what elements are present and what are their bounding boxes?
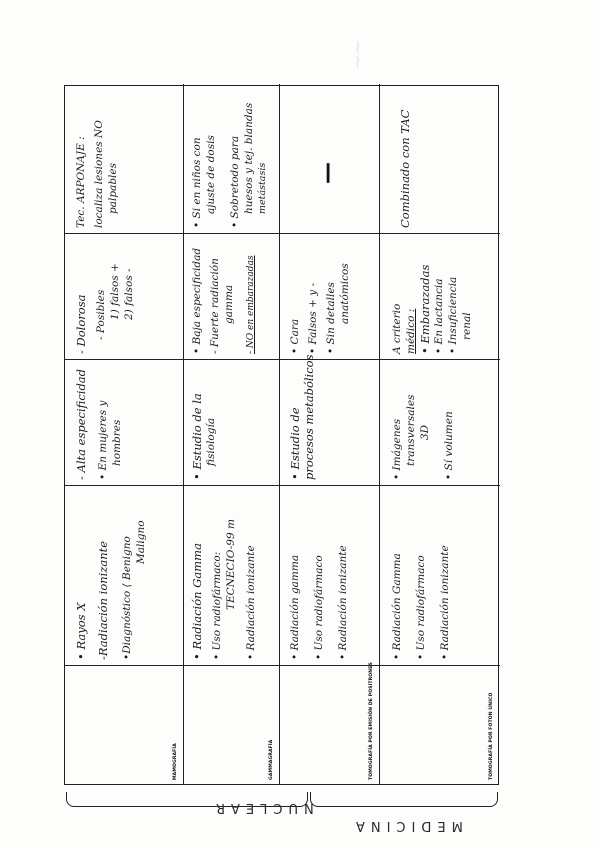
cell-aplicacion-mamografia: - Alta especificidad • En mujeres y hombres [74, 368, 123, 480]
cell-observaciones-pet: — [315, 162, 340, 184]
row-label-mamografia: MAMOGRAFÍA [173, 743, 178, 780]
row-divider [183, 84, 184, 784]
row-label-pet: TOMOGRAFÍA POR EMISIÓN DE POSITRONES [369, 662, 374, 780]
cell-desventajas-spect: A criterio médico : • Embarazadas • En lactancia • Insuficiencia renal [391, 264, 473, 354]
cell-desventajas-pet: • Cara • Falsos + y - • Sin detalles anatómicos [289, 263, 351, 354]
cell-aplicacion-pet: • Estudio de procesos metabólicos [288, 354, 316, 480]
cell-aplicacion-gammagrafia: • Estudio de la fisiología [190, 393, 217, 480]
brace-medicina [310, 792, 498, 807]
cell-desventajas-gammagrafia: • Baja especificidad - Fuerte radiación gamma - NO en embarazadas [191, 247, 256, 354]
scan-smudge: ~~ [347, 39, 369, 70]
cell-tecnica-pet: • Radiación gamma • Uso radiofármaco • Radiación ionizante [289, 545, 349, 660]
row-label-gammagrafia: GAMMAGRAFÍA [269, 739, 274, 780]
margin-word-nuclear: NUCLEAR [210, 800, 314, 815]
cell-observaciones-spect: Combinado con TAC [398, 109, 412, 228]
cell-observaciones-gammagrafia: • Si en niños con ajuste de dosis • Sobretodo para huesos y tej. blandas metástasis [191, 102, 268, 228]
row-divider [379, 84, 380, 784]
cell-desventajas-mamografia: - Dolorosa - Posibles 1) falsos + 2) falsos - [74, 263, 135, 354]
row-divider [279, 84, 280, 784]
row-label-spect: TOMOGRAFÍA POR FOTÓN ÚNICO [489, 692, 494, 780]
cell-tecnica-gammagrafia: • Radiación Gamma • Uso radiofármaco: TECNECIO-99 m • Radiación ionizante [190, 519, 257, 660]
cell-tecnica-spect: • Radiación Gamma • Uso radiofármaco • Radiación ionizante [391, 545, 451, 660]
col-divider [65, 665, 500, 666]
margin-word-medicina: MEDICINA [350, 818, 463, 833]
cell-observaciones-mamografia: Tec. ARPONAJE : localiza lesiones NO palpables [75, 120, 119, 228]
rotated-table-area [64, 85, 499, 785]
comparison-table [64, 85, 499, 785]
cell-aplicacion-spect: • Imágenes transversales 3D • Sí volumen [391, 394, 455, 480]
cell-tecnica-mamografia: • Rayos X -Radiación ionizante •Diagnóstico ⟨ Benigno Maligno [74, 520, 147, 660]
